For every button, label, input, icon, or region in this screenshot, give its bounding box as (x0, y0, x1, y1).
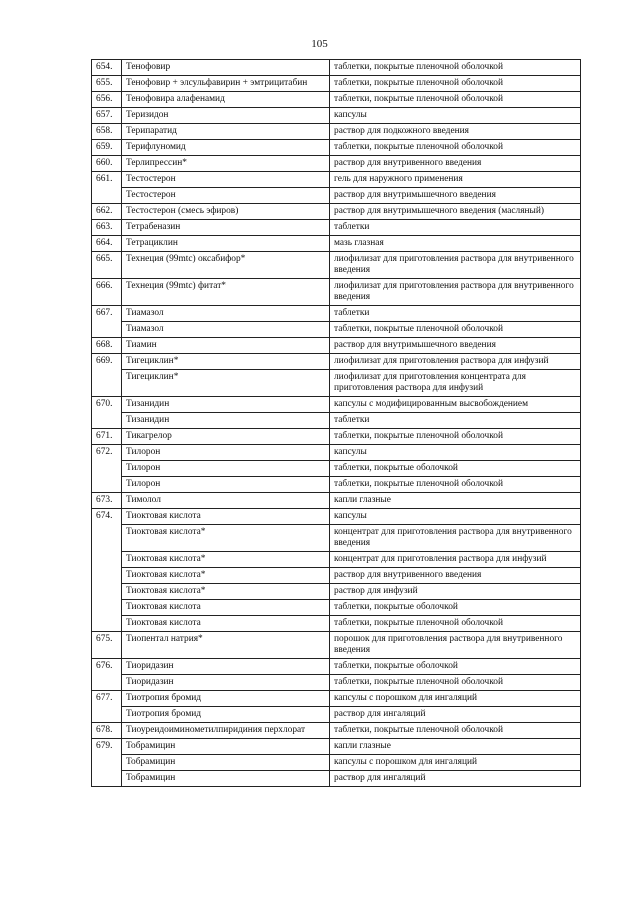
table-row (92, 252, 581, 279)
dosage-form: лиофилизат для приготовления раствора для инфузий (330, 354, 581, 370)
table-row (92, 771, 581, 787)
drug-name: Тестостерон (122, 188, 330, 204)
row-number: 656. (92, 92, 122, 108)
dosage-form: таблетки, покрытые пленочной оболочкой (330, 140, 581, 156)
table-row (92, 140, 581, 156)
table-row (92, 509, 581, 525)
row-number: 661. (92, 172, 122, 204)
row-number: 659. (92, 140, 122, 156)
drug-name: Терифлуномид (122, 140, 330, 156)
drug-name: Тенофовира алафенамид (122, 92, 330, 108)
row-number: 672. (92, 445, 122, 493)
table-row (92, 739, 581, 755)
drug-name: Тилорон (122, 445, 330, 461)
table-row (92, 108, 581, 124)
drug-name: Тиамазол (122, 322, 330, 338)
drug-name: Тенофовир + элсульфавирин + эмтрицитабин (122, 76, 330, 92)
dosage-form: таблетки, покрытые оболочкой (330, 659, 581, 675)
row-number: 666. (92, 279, 122, 306)
drug-name: Тиоктовая кислота (122, 616, 330, 632)
dosage-form: таблетки (330, 413, 581, 429)
table-row (92, 322, 581, 338)
table-row (92, 600, 581, 616)
row-number: 670. (92, 397, 122, 429)
dosage-form: капсулы (330, 509, 581, 525)
drug-name: Тиоктовая кислота (122, 600, 330, 616)
drug-name: Тиоктовая кислота* (122, 525, 330, 552)
row-number: 678. (92, 723, 122, 739)
dosage-form: раствор для внутривенного введения (330, 156, 581, 172)
dosage-form: капли глазные (330, 739, 581, 755)
dosage-form: раствор для ингаляций (330, 771, 581, 787)
dosage-form: капсулы с порошком для ингаляций (330, 755, 581, 771)
dosage-form: таблетки, покрытые пленочной оболочкой (330, 92, 581, 108)
dosage-form: таблетки, покрытые пленочной оболочкой (330, 477, 581, 493)
dosage-form: лиофилизат для приготовления раствора для внутривенного введения (330, 252, 581, 279)
drug-name: Тиоктовая кислота* (122, 568, 330, 584)
table-row (92, 338, 581, 354)
row-number: 665. (92, 252, 122, 279)
table-row (92, 279, 581, 306)
table-row (92, 584, 581, 600)
drug-name: Тикагрелор (122, 429, 330, 445)
table-row (92, 354, 581, 370)
row-number: 669. (92, 354, 122, 397)
table-row (92, 675, 581, 691)
drug-name: Тиоктовая кислота (122, 509, 330, 525)
table-row (92, 461, 581, 477)
drug-name: Тилорон (122, 477, 330, 493)
drug-name: Тизанидин (122, 413, 330, 429)
drug-name: Тиотропия бромид (122, 691, 330, 707)
dosage-form: таблетки, покрытые пленочной оболочкой (330, 60, 581, 76)
drug-name: Тиотропия бромид (122, 707, 330, 723)
table-row (92, 477, 581, 493)
drug-name: Тиамин (122, 338, 330, 354)
drug-table-body (92, 60, 581, 787)
row-number: 655. (92, 76, 122, 92)
drug-name: Тобрамицин (122, 771, 330, 787)
dosage-form: раствор для внутримышечного введения (330, 338, 581, 354)
dosage-form: таблетки, покрытые пленочной оболочкой (330, 322, 581, 338)
table-row (92, 370, 581, 397)
dosage-form: капсулы (330, 108, 581, 124)
row-number: 671. (92, 429, 122, 445)
drug-name: Тизанидин (122, 397, 330, 413)
dosage-form: раствор для подкожного введения (330, 124, 581, 140)
dosage-form: концентрат для приготовления раствора для внутривенного введения (330, 525, 581, 552)
drug-name: Тиоридазин (122, 659, 330, 675)
row-number: 673. (92, 493, 122, 509)
dosage-form: капли глазные (330, 493, 581, 509)
drug-name: Тиоктовая кислота* (122, 552, 330, 568)
row-number: 663. (92, 220, 122, 236)
row-number: 664. (92, 236, 122, 252)
dosage-form: капсулы (330, 445, 581, 461)
row-number: 677. (92, 691, 122, 723)
drug-table (91, 59, 581, 787)
table-row (92, 92, 581, 108)
dosage-form: капсулы с порошком для ингаляций (330, 691, 581, 707)
drug-name: Терлипрессин* (122, 156, 330, 172)
table-row (92, 204, 581, 220)
dosage-form: таблетки, покрытые пленочной оболочкой (330, 723, 581, 739)
drug-name: Тиоктовая кислота* (122, 584, 330, 600)
dosage-form: раствор для инфузий (330, 584, 581, 600)
dosage-form: таблетки, покрытые пленочной оболочкой (330, 429, 581, 445)
dosage-form: таблетки, покрытые оболочкой (330, 600, 581, 616)
dosage-form: таблетки, покрытые пленочной оболочкой (330, 675, 581, 691)
drug-name: Теризидон (122, 108, 330, 124)
table-row (92, 172, 581, 188)
dosage-form: лиофилизат для приготовления концентрата для приготовления раствора для инфузий (330, 370, 581, 397)
row-number: 658. (92, 124, 122, 140)
drug-name: Тигециклин* (122, 354, 330, 370)
dosage-form: таблетки, покрытые оболочкой (330, 461, 581, 477)
table-row (92, 236, 581, 252)
row-number: 676. (92, 659, 122, 691)
drug-name: Тенофовир (122, 60, 330, 76)
table-row (92, 76, 581, 92)
table-row (92, 707, 581, 723)
table-row (92, 568, 581, 584)
table-row (92, 525, 581, 552)
dosage-form: капсулы с модифицированным высвобождением (330, 397, 581, 413)
table-row (92, 413, 581, 429)
table-row (92, 632, 581, 659)
drug-name: Тетрациклин (122, 236, 330, 252)
dosage-form: раствор для внутривенного введения (330, 568, 581, 584)
dosage-form: таблетки, покрытые пленочной оболочкой (330, 76, 581, 92)
dosage-form: таблетки (330, 306, 581, 322)
drug-name: Тестостерон (122, 172, 330, 188)
drug-name: Тиоридазин (122, 675, 330, 691)
table-row (92, 493, 581, 509)
row-number: 679. (92, 739, 122, 787)
drug-name: Тиопентал натрия* (122, 632, 330, 659)
dosage-form: раствор для ингаляций (330, 707, 581, 723)
table-row (92, 124, 581, 140)
dosage-form: мазь глазная (330, 236, 581, 252)
dosage-form: раствор для внутримышечного введения (масляный) (330, 204, 581, 220)
dosage-form: концентрат для приготовления раствора для инфузий (330, 552, 581, 568)
table-row (92, 616, 581, 632)
drug-name: Тиамазол (122, 306, 330, 322)
dosage-form: таблетки (330, 220, 581, 236)
drug-name: Тилорон (122, 461, 330, 477)
drug-name: Тиоуреидоиминометилпиридиния перхлорат (122, 723, 330, 739)
dosage-form: раствор для внутримышечного введения (330, 188, 581, 204)
dosage-form: таблетки, покрытые пленочной оболочкой (330, 616, 581, 632)
table-row (92, 306, 581, 322)
table-row (92, 429, 581, 445)
table-row (92, 552, 581, 568)
drug-name: Тобрамицин (122, 755, 330, 771)
table-row (92, 156, 581, 172)
drug-name: Тетрабеназин (122, 220, 330, 236)
table-row (92, 755, 581, 771)
page-number: 105 (311, 38, 328, 50)
drug-name: Тигециклин* (122, 370, 330, 397)
row-number: 668. (92, 338, 122, 354)
table-row (92, 445, 581, 461)
table-row (92, 220, 581, 236)
row-number: 654. (92, 60, 122, 76)
drug-name: Технеция (99mtc) оксабифор* (122, 252, 330, 279)
table-row (92, 691, 581, 707)
row-number: 662. (92, 204, 122, 220)
drug-name: Тимолол (122, 493, 330, 509)
table-row (92, 659, 581, 675)
dosage-form: лиофилизат для приготовления раствора для внутривенного введения (330, 279, 581, 306)
row-number: 660. (92, 156, 122, 172)
dosage-form: порошок для приготовления раствора для внутривенного введения (330, 632, 581, 659)
row-number: 657. (92, 108, 122, 124)
table-row (92, 397, 581, 413)
row-number: 674. (92, 509, 122, 632)
drug-name: Тобрамицин (122, 739, 330, 755)
drug-name: Технеция (99mtc) фитат* (122, 279, 330, 306)
dosage-form: гель для наружного применения (330, 172, 581, 188)
drug-name: Терипаратид (122, 124, 330, 140)
drug-name: Тестостерон (смесь эфиров) (122, 204, 330, 220)
row-number: 667. (92, 306, 122, 338)
table-row (92, 188, 581, 204)
row-number: 675. (92, 632, 122, 659)
table-row (92, 60, 581, 76)
table-row (92, 723, 581, 739)
